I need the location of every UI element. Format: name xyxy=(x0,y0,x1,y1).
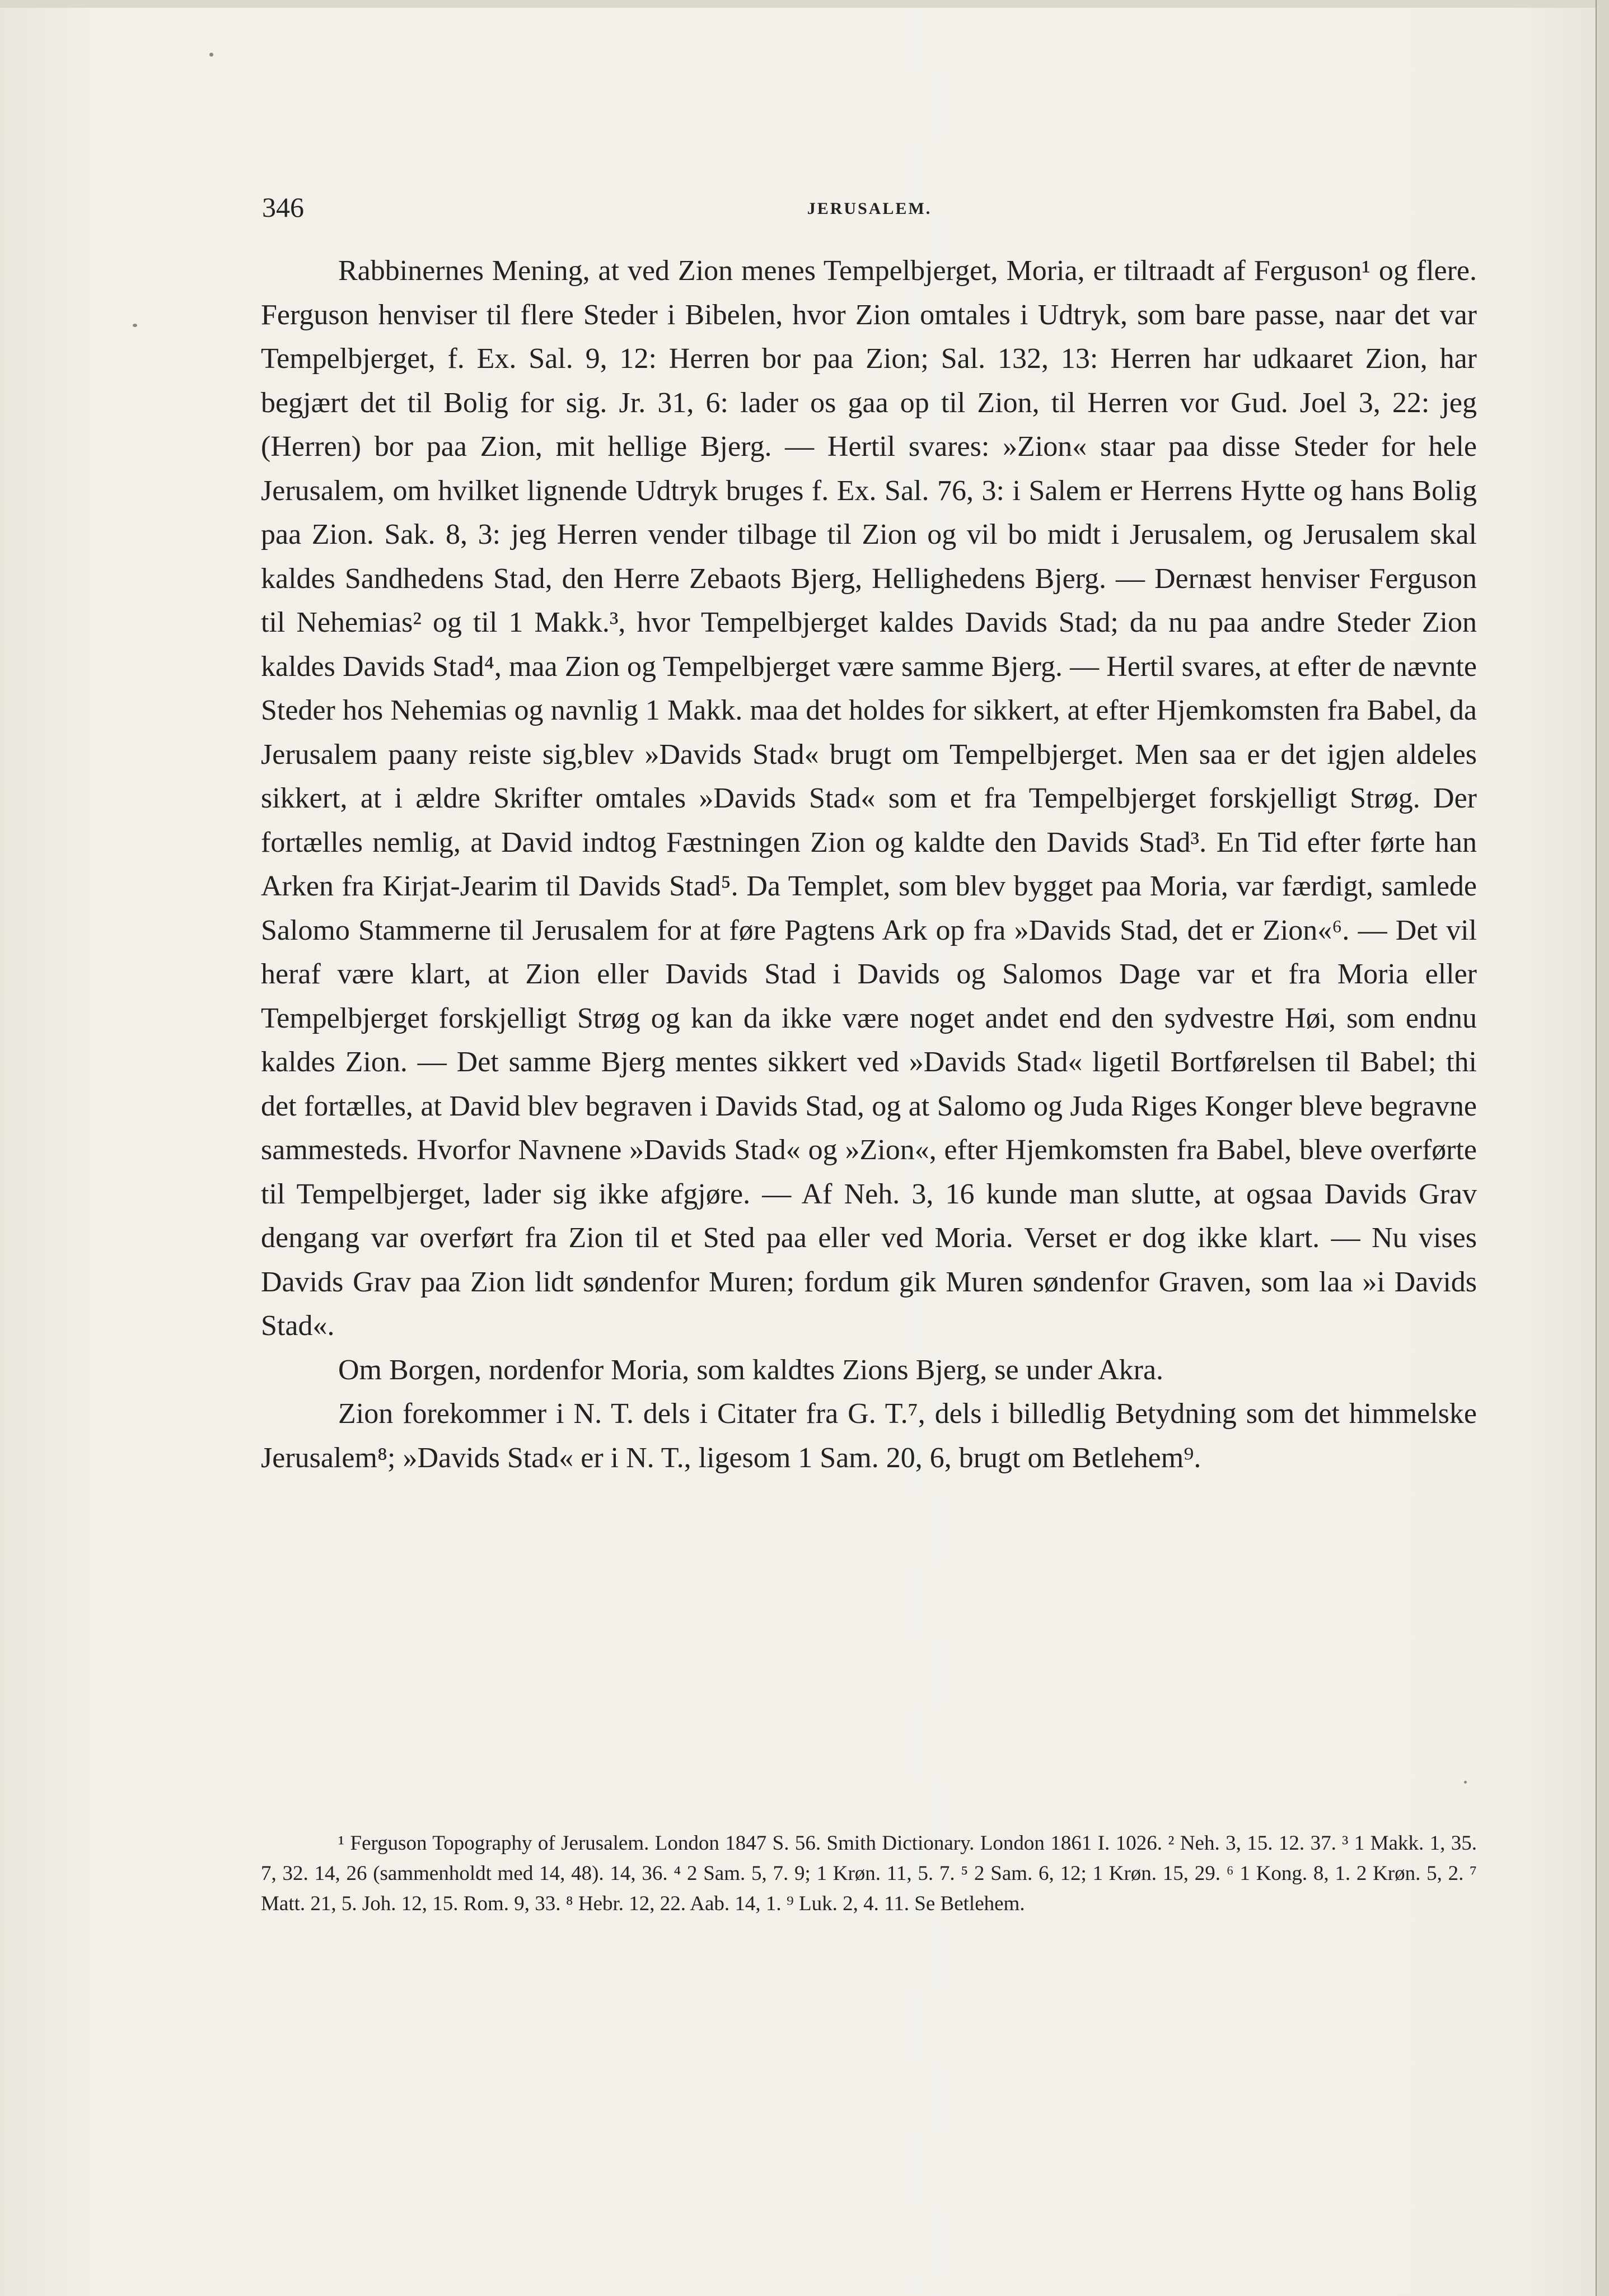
paragraph: Zion forekommer i N. T. dels i Citater fra G. T.⁷, dels i billedlig Betydning som det himmelske Jerusalem⁸; »Davids Stad« er i N. T., ligesom 1 Sam. 20, 6, brugt om Betlehem⁹. xyxy=(261,1398,1477,1474)
page-header xyxy=(262,188,1477,227)
paragraph: Rabbinernes Mening, at ved Zion menes Tempelbjerget, Moria, er tiltraadt af Ferguson¹ og flere. Ferguson henviser til flere Steder i Bibelen, hvor Zion omtales i Udtryk, som bare passe, naar det var Tempelbjerget, f. Ex. Sal. 9, 12: Herren bor paa Zion; Sal. 132, 13: Herren har udkaaret Zion, har begjært det til Bolig for sig. Jr. 31, 6: lader os gaa op til Zion, til Herren vor Gud. Joel 3, 22: jeg (Herren) bor paa Zion, mit hellige Bjerg. — Hertil svares: »Zion« staar paa disse Steder for hele Jerusalem, om hvilket lignende Udtryk bruges f. Ex. Sal. 76, 3: i Salem er Herrens Hytte og hans Bolig paa Zion. Sak. 8, 3: jeg Herren vender tilbage til Zion og vil bo midt i Jerusalem, og Jerusalem skal kaldes Sandhedens Stad, den Herre Zebaots Bjerg, Hellighedens Bjerg. — Dernæst henviser Ferguson til Nehemias² og til 1 Makk.³, hvor Tempelbjerget kaldes Davids Stad; da nu paa andre Steder Zion kaldes Davids Stad⁴, maa Zion og Tempelbjerget være samme Bjerg. — Hertil svares, at efter de nævnte Steder hos Nehemias og navnlig 1 Makk. maa det holdes for sikkert, at efter Hjemkomsten fra Babel, da Jerusalem paany reiste sig,blev »Davids Stad« brugt om Tempelbjerget. Men saa er det igjen aldeles sikkert, at i ældre Skrifter omtales »Davids Stad« som et fra Tempelbjerget forskjelligt Strøg. Der fortælles nemlig, at David indtog Fæstningen Zion og kaldte den Davids Stad³. En Tid efter førte han Arken fra Kirjat-Jearim til Davids Stad⁵. Da Templet, som blev bygget paa Moria, var færdigt, samlede Salomo Stammerne til Jerusalem for at føre Pagtens Ark op fra »Davids Stad, det er Zion«⁶. — Det vil heraf være klart, at Zion eller Davids Stad i Davids og Salomos Dage var et fra Moria eller Tempelbjerget forskjelligt Strøg og kan da ikke være noget andet end den sydvestre Høi, som endnu kaldes Zion. — Det samme Bjerg mentes sikkert ved »Davids Stad« ligetil Bortførelsen til Babel; thi det fortælles, at David blev begraven i Davids Stad, og at Salomo og Juda Riges Konger bleve begravne sammesteds. Hvorfor Navnene »Davids Stad« og »Zion«, efter Hjemkomsten fra Babel, bleve overførte til Tempelbjerget, lader sig ikke afgjøre. — Af Neh. 3, 16 kunde man slutte, at ogsaa Davids Grav dengang var overført fra Zion til et Sted paa eller ved Moria. Verset er dog ikke klart. — Nu vises Davids Grav paa Zion lidt søndenfor Muren; fordum gik Muren søndenfor Graven, som laa »i Davids Stad«. xyxy=(261,255,1477,1342)
paper-speck xyxy=(133,324,137,327)
paper-speck xyxy=(1464,1781,1467,1784)
page-right-edge xyxy=(1596,0,1609,2296)
page-top-edge xyxy=(0,0,1609,8)
footnote-block: ¹ Ferguson Topography of Jerusalem. London 1847 S. 56. Smith Dictionary. London 1861 I. 1026. ² Neh. 3, 15. 12. 37. ³ 1 Makk. 1, 35. 7, 32. 14, 26 (sammenholdt med 14, 48). 14, 36. ⁴ 2 Sam. 5, 7. 9; 1 Krøn. 11, 5. 7. ⁵ 2 Sam. 6, 12; 1 Krøn. 15, 29. ⁶ 1 Kong. 8, 1. 2 Krøn. 5, 2. ⁷ Matt. 21, 5. Joh. 12, 15. Rom. 9, 33. ⁸ Hebr. 12, 22. Aab. 14, 1. ⁹ Luk. 2, 4. 11. Se Betlehem. xyxy=(261,1832,1477,1915)
running-head: JERUSALEM. xyxy=(807,199,932,218)
page-number: 346 xyxy=(262,192,304,223)
paragraph: Om Borgen, nordenfor Moria, som kaldtes Zions Bjerg, se under Akra. xyxy=(338,1354,1164,1386)
body-text xyxy=(261,249,1477,1480)
footnotes xyxy=(261,1828,1477,1919)
paper-speck xyxy=(209,53,213,57)
